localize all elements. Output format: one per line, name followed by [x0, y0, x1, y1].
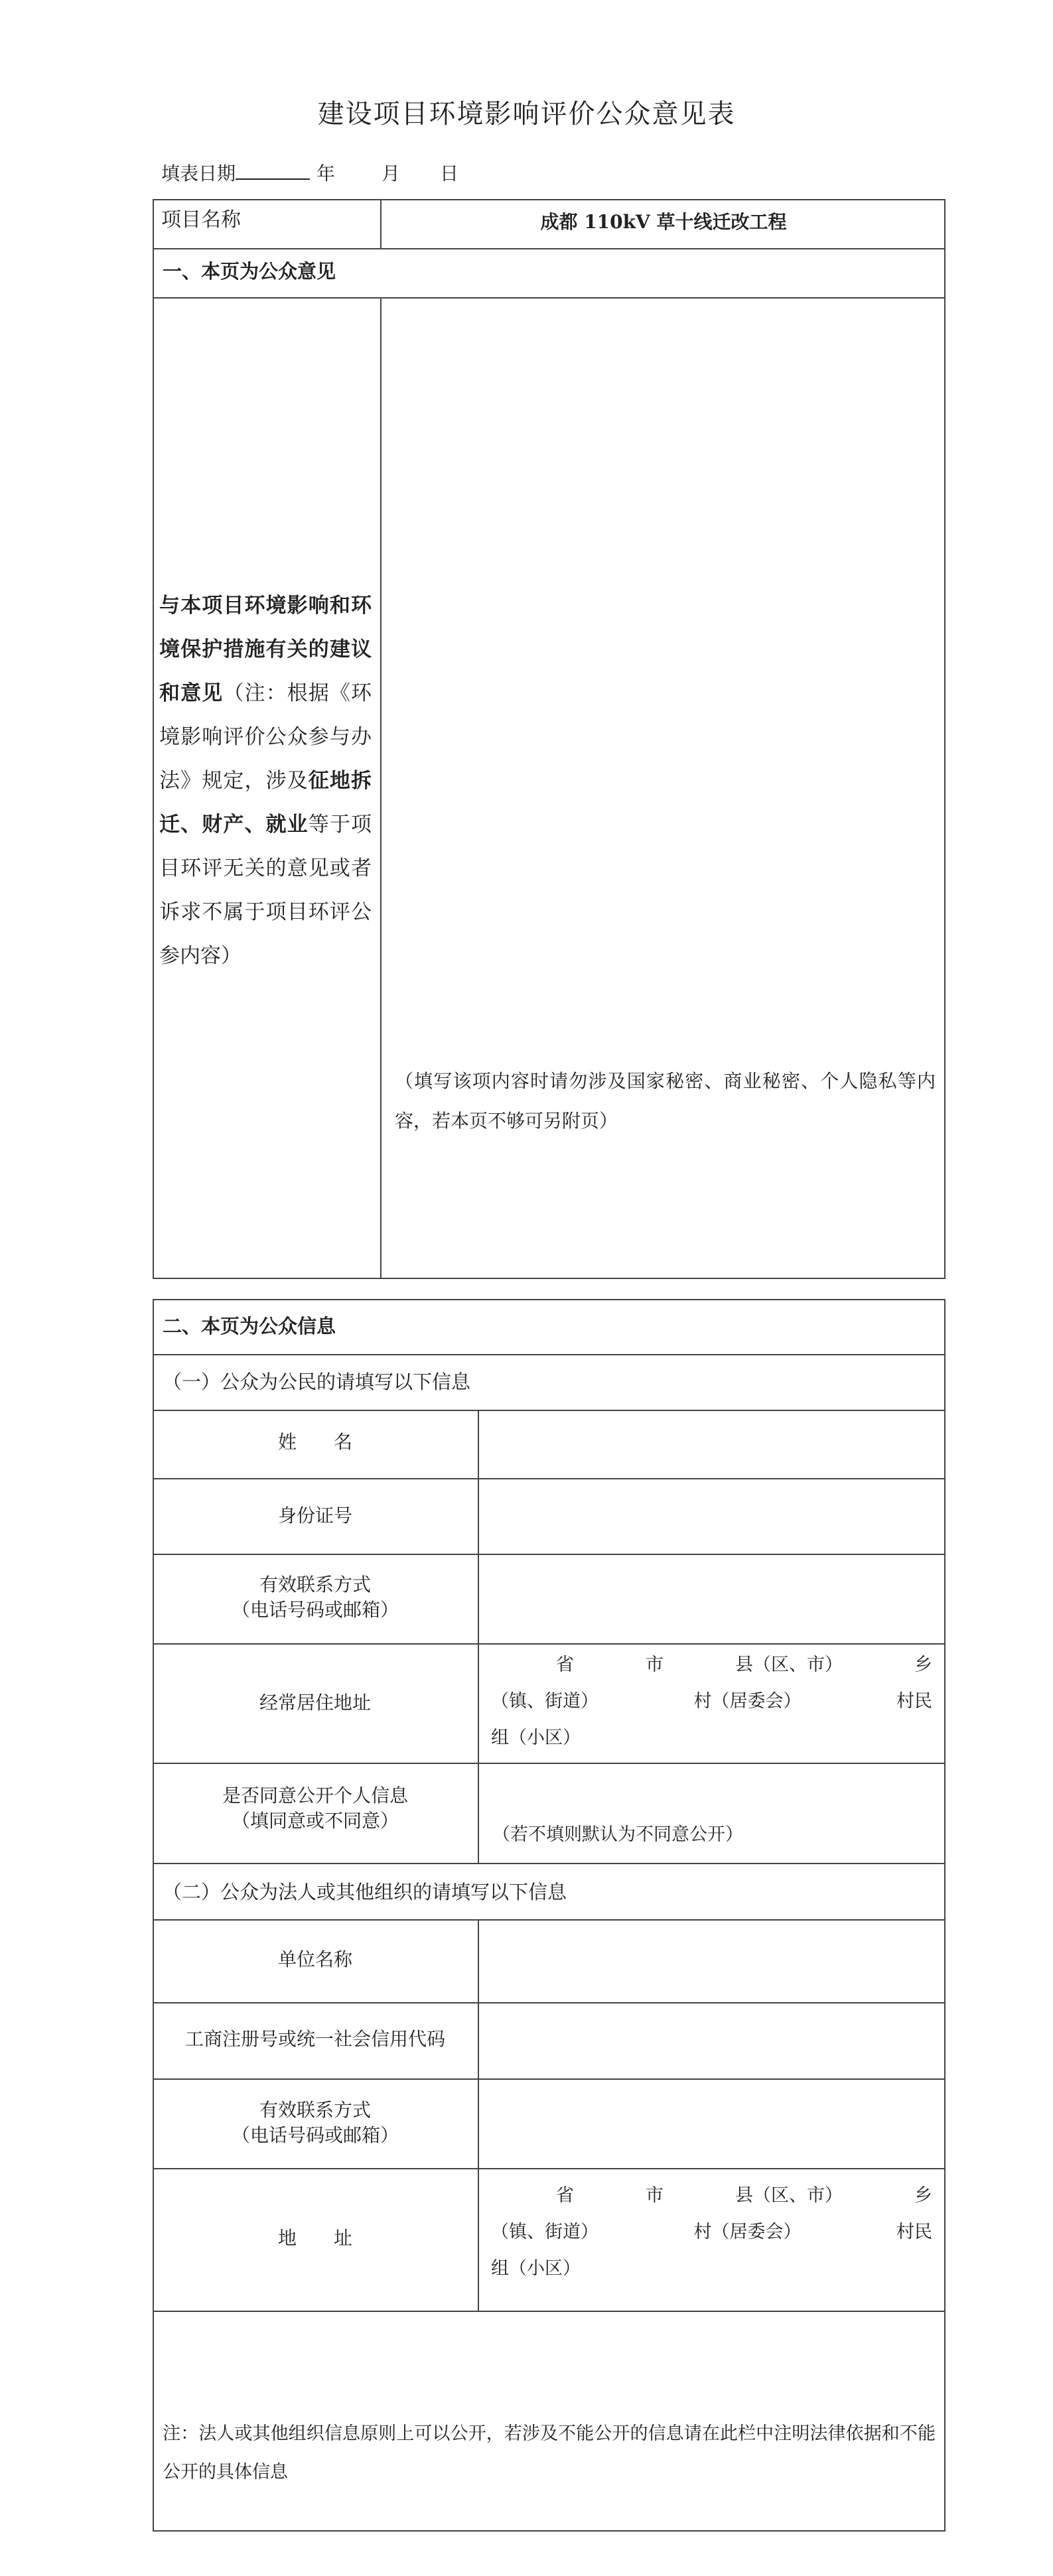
residence-address-field[interactable]	[491, 1647, 932, 1756]
row-divider	[153, 1763, 946, 1764]
org-contact-label-line2: （电话号码或邮箱）	[231, 2124, 399, 2146]
org-contact-field[interactable]	[479, 2080, 944, 2167]
addr-province: 省	[556, 1655, 574, 1675]
organization-name-label: 单位名称	[277, 1948, 352, 1970]
organization-name-field[interactable]	[479, 1921, 944, 2001]
name-label: 姓 名	[277, 1431, 352, 1453]
citizen-subheader: （一）公众为公民的请填写以下信息	[163, 1371, 471, 1393]
org-addr-province: 省	[556, 2185, 574, 2206]
contact-label	[153, 1572, 478, 1623]
org-addr-villager: 村民	[896, 2222, 932, 2242]
consent-label-line1: 是否同意公开个人信息	[222, 1785, 408, 1806]
id-number-label: 身份证号	[277, 1505, 352, 1526]
form-title: 建设项目环境影响评价公众意见表	[317, 99, 736, 129]
opinion-label-bold: 与本项目环境影响和环境保护措施有关的建议和意见	[159, 594, 372, 705]
opinion-label	[159, 584, 372, 978]
addr-group: 组（小区）	[491, 1728, 581, 1748]
consent-label-line2: （填同意或不同意）	[231, 1809, 399, 1832]
org-contact-label	[153, 2098, 478, 2148]
project-name-label: 项目名称	[161, 208, 241, 232]
registration-code-field[interactable]	[479, 2003, 944, 2077]
addr-village: 村（居委会）	[693, 1691, 802, 1712]
fill-date-line	[161, 159, 458, 186]
contact-label-line2: （电话号码或邮箱）	[231, 1598, 399, 1621]
org-address-label: 地 址	[277, 2227, 352, 2249]
opinion-fill-note: （填写该项内容时请勿涉及国家秘密、商业秘密、个人隐私等内容，若本页不够可另附页）	[395, 1070, 936, 1132]
row-divider	[153, 1863, 946, 1864]
registration-code-label: 工商注册号或统一社会信用代码	[184, 2028, 445, 2050]
consent-label	[153, 1783, 478, 1834]
disclosure-note[interactable]: 注：法人或其他组织信息原则上可以公开，若涉及不能公开的信息请在此栏中注明法律依据和不能公开的具体信息	[163, 2423, 936, 2482]
addr-town: （镇、街道）	[491, 1691, 598, 1712]
row-divider	[153, 2311, 946, 2312]
contact-label-line1: 有效联系方式	[259, 1574, 371, 1595]
org-addr-township: 乡	[914, 2185, 932, 2206]
year-blank[interactable]	[236, 161, 310, 180]
fill-date-label: 填表日期	[161, 163, 236, 184]
month-label: 月	[382, 163, 401, 184]
org-address-field[interactable]	[491, 2177, 932, 2287]
opinion-label-bold-2: 征地拆迁、财产、就业	[159, 769, 372, 837]
id-number-field[interactable]	[479, 1479, 944, 1552]
row-divider	[153, 1354, 946, 1355]
org-addr-village: 村（居委会）	[693, 2222, 802, 2242]
year-label: 年	[316, 163, 336, 184]
name-field[interactable]	[479, 1411, 944, 1477]
consent-note[interactable]: （若不填则默认为不同意公开）	[492, 1824, 743, 1845]
section2-header: 二、本页为公众信息	[163, 1315, 336, 1337]
addr-city: 市	[646, 1655, 664, 1675]
org-contact-label-line1: 有效联系方式	[259, 2099, 371, 2121]
organization-subheader: （二）公众为法人或其他组织的请填写以下信息	[163, 1881, 567, 1903]
org-addr-city: 市	[646, 2185, 664, 2206]
row-divider	[153, 2168, 946, 2169]
day-label: 日	[440, 163, 459, 184]
addr-villager: 村民	[896, 1691, 932, 1712]
row-divider	[153, 248, 946, 249]
opinion-label-note: （注：根据《环境影响评价公众参与办法》规定，涉及	[159, 681, 372, 793]
project-name-value[interactable]: 成都 110kV 草十线迁改工程	[540, 211, 787, 233]
row-divider	[153, 1643, 946, 1645]
opinion-label-note-2: 等于项目环评无关的意见或者诉求不属于项目环评公参内容）	[159, 813, 372, 968]
opinion-input-area[interactable]	[382, 299, 944, 1035]
contact-field[interactable]	[479, 1555, 944, 1642]
org-addr-town: （镇、街道）	[491, 2222, 598, 2242]
addr-county: 县（区、市）	[735, 1655, 843, 1675]
residence-label: 经常居住地址	[259, 1692, 371, 1714]
section1-header: 一、本页为公众意见	[163, 260, 336, 283]
addr-township: 乡	[914, 1655, 932, 1675]
org-addr-group: 组（小区）	[491, 2258, 581, 2279]
org-addr-county: 县（区、市）	[735, 2185, 843, 2206]
